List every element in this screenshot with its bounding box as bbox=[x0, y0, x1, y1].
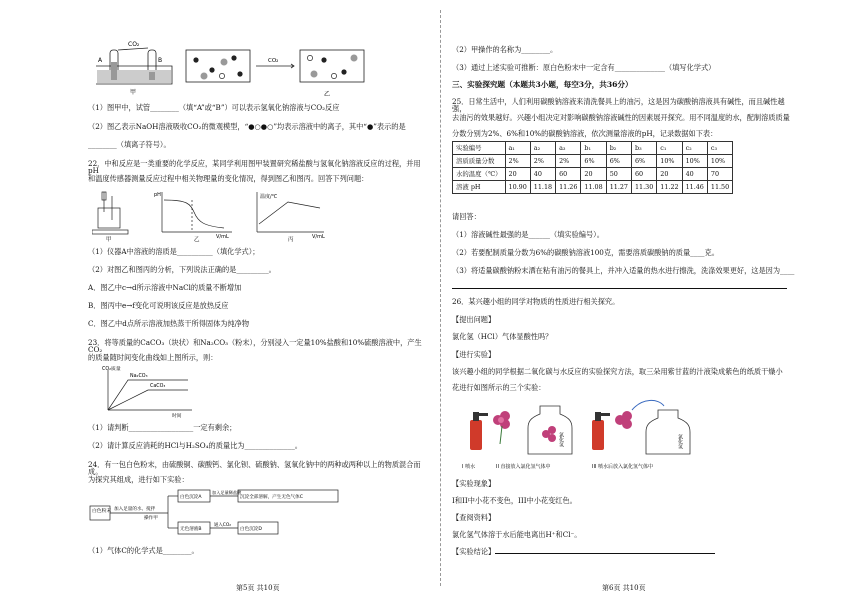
question-22-line2: 和温度传感器测量反应过程中相关物理量的变化情况，得到图乙和图丙。回答下列问题： bbox=[88, 174, 369, 183]
table-cell: 6% bbox=[606, 155, 631, 168]
table-cell: 70 bbox=[707, 168, 732, 181]
option-c: C．图乙中d点所示溶液加热蒸干所得固体为纯净物 bbox=[88, 319, 250, 328]
right-page bbox=[452, 0, 797, 608]
question-24-line2: 为探究其组成，进行如下实验： bbox=[88, 475, 189, 484]
answer-line-25-3 bbox=[452, 288, 787, 289]
please-answer: 请回答： bbox=[452, 212, 481, 221]
fig22-x-label-bing: V/mL bbox=[312, 234, 325, 240]
fig22-temp-label: 温度/℃ bbox=[260, 194, 278, 200]
tiwen-heading: 【提出问题】 bbox=[452, 315, 496, 324]
question-22-2: （2）对图乙和图丙的分析，下列说法正确的是_________。 bbox=[88, 265, 276, 274]
question-24-2: （2）甲操作的名称为________。 bbox=[452, 45, 558, 54]
question-21-part1: （1）图甲中，试管________（填“A”或“B”）可以表示氢氧化钠溶液与CO₂反应 bbox=[88, 103, 340, 112]
table-cell: b₂ bbox=[606, 142, 631, 155]
table-cell: 20 bbox=[505, 168, 530, 181]
flow-op-label: 操作甲 bbox=[144, 516, 158, 521]
table-cell: 11.27 bbox=[606, 181, 631, 194]
question-23-line1: 23．将等质量的CaCO₃（块状）和Na₂CO₃（粉末），分别浸入一定量10%盐酸和10%硫酸溶液中，产生CO₂ bbox=[88, 338, 422, 355]
option-b: B．图丙中e→f变化可说明该反应是放热反应 bbox=[88, 301, 229, 310]
experiment-line2: 花进行如图所示的三个实验： bbox=[452, 383, 546, 392]
fig23-series-1: Na₂CO₃ bbox=[130, 374, 148, 379]
arrow-co2-label: CO₂ bbox=[268, 58, 279, 64]
question-24-3: （3）通过上述实验可推断：原白色粉末中一定含有______________（填写化学式） bbox=[452, 63, 716, 72]
question-23-line2: 的质量随时间变化曲线如上图所示，则： bbox=[88, 353, 218, 362]
table-cell: 10% bbox=[682, 155, 707, 168]
flow-box-b-label: 无色溶液B bbox=[180, 527, 202, 532]
reference-info: 氯化氢气体溶于水后能电离出H⁺和Cl⁻。 bbox=[452, 530, 582, 539]
table-cell: 40 bbox=[530, 168, 555, 181]
table-cell: 11.46 bbox=[682, 181, 707, 194]
question-24-line1: 24．有一包白色粉末，由硫酸铜、碳酸钙、氯化钡、硫酸钠、氢氧化钠中的两种或两种以上的物质混合而成。 bbox=[88, 460, 421, 477]
question-21-part2-blank: ________（填离子符号）。 bbox=[88, 140, 171, 149]
caption-2: II 直接放入氯化氢气体中 bbox=[496, 464, 551, 470]
jar-3-label: 氯化氢 bbox=[677, 434, 683, 449]
fig22-ph-label: pH bbox=[154, 192, 161, 198]
co2-label: CO₂ bbox=[128, 41, 140, 48]
table-cell: 60 bbox=[556, 168, 581, 181]
table-cell: 20 bbox=[657, 168, 682, 181]
experiment-line1: 该兴趣小组的同学根据二氧化碳与水反应的实验探究方法，取三朵用紫甘蓝的汁液染成紫色的纸质干燥小 bbox=[452, 367, 783, 376]
jar-2-label: 氯化氢 bbox=[558, 432, 564, 447]
table-row-header: 溶质质量分数 bbox=[453, 155, 506, 168]
table-cell: a₂ bbox=[530, 142, 555, 155]
flower-2 bbox=[542, 426, 556, 442]
question-25-3: （3）将适量碳酸钠粉末洒在粘有油污的餐具上，并冲入适量的热水进行擦洗，洗涤效果更好，这是因为____ bbox=[452, 266, 795, 275]
table-cell: a₁ bbox=[505, 142, 530, 155]
table-row-header: 实验编号 bbox=[453, 142, 506, 155]
table-cell: 11.08 bbox=[581, 181, 606, 194]
section-3-heading: 三、实验探究题（本题共3小题，每空3分，共36分） bbox=[452, 80, 633, 89]
phenomena-heading: 【实验现象】 bbox=[452, 479, 496, 488]
table-cell: 20 bbox=[581, 168, 606, 181]
tube-a-label: A bbox=[98, 57, 103, 64]
figure-26 bbox=[462, 396, 712, 474]
column-divider bbox=[440, 10, 441, 586]
table-cell: 2% bbox=[505, 155, 530, 168]
page-number-left: 第5页 共10页 bbox=[236, 584, 280, 592]
question-25-line3: 分数分别为2%、6%和10%的碳酸钠溶液，依次测量溶液的pH，记录数据如下表： bbox=[452, 129, 718, 138]
table-cell: 2% bbox=[556, 155, 581, 168]
ph-data-table bbox=[452, 141, 733, 194]
flow-res-a-label: 沉淀全部溶解，产生无色气体C bbox=[240, 495, 303, 500]
table-row bbox=[453, 168, 733, 181]
table-cell: 40 bbox=[682, 168, 707, 181]
fig22-yi-label: 乙 bbox=[194, 237, 200, 242]
figure-22 bbox=[92, 190, 342, 242]
test-tube-figure bbox=[96, 40, 176, 98]
table-row bbox=[453, 142, 733, 155]
question-25-line1: 25．日常生活中，人们利用碳酸钠溶液来清洗餐具上的油污，这是因为碳酸钠溶液具有碱性，而且碱性越强， bbox=[452, 97, 785, 114]
table-cell: 11.30 bbox=[631, 181, 656, 194]
table-cell: c₁ bbox=[657, 142, 682, 155]
table-cell: 2% bbox=[530, 155, 555, 168]
ion-icons: ●○●○ bbox=[248, 122, 274, 131]
table-cell: 11.26 bbox=[556, 181, 581, 194]
fig23-xlabel: 时间 bbox=[172, 414, 182, 418]
table-cell: 10% bbox=[657, 155, 682, 168]
experiment-heading: 【进行实验】 bbox=[452, 350, 496, 359]
conclusion-answer-line bbox=[495, 553, 715, 554]
fig23-series-2: CaCO₃ bbox=[150, 384, 166, 389]
question-23-1: （1）请判断__________________一定有剩余； bbox=[88, 423, 237, 432]
question-25-line2: 去油污的效果越好。兴趣小组决定对影响碳酸钠溶液碱性的因素展开探究。用不同温度的水，配制溶质质量 bbox=[452, 113, 790, 122]
flowchart bbox=[88, 488, 348, 540]
table-cell: c₂ bbox=[682, 142, 707, 155]
conclusion-heading: 【实验结论】 bbox=[452, 548, 797, 555]
question-25-1: （1）溶液碱性最强的是______（填实验编号）。 bbox=[452, 230, 604, 239]
table-cell: a₃ bbox=[556, 142, 581, 155]
table-row bbox=[453, 155, 733, 168]
flower-3 bbox=[615, 411, 632, 429]
flow-start-label: 白色粉末 bbox=[92, 509, 112, 514]
table-cell: 11.22 bbox=[657, 181, 682, 194]
figure-23 bbox=[102, 366, 198, 418]
observation: I和II中小花不变色，III中小花变红色。 bbox=[452, 496, 577, 505]
table-cell: 11.50 bbox=[707, 181, 732, 194]
fig22-x-label-yi: V/mL bbox=[216, 234, 229, 240]
flow-step1-label: 加入足量的水、搅拌 bbox=[114, 507, 156, 512]
jar-3 bbox=[646, 410, 690, 454]
table-cell: 11.18 bbox=[530, 181, 555, 194]
fig22-jia-label: 甲 bbox=[106, 237, 112, 242]
flow-box-a-label: 白色沉淀A bbox=[180, 495, 202, 500]
ion-icon-black: ● bbox=[366, 122, 374, 131]
flow-step-b-label: 通入CO₂ bbox=[214, 523, 232, 528]
flow-step-a-label: 加入足量稀盐酸 bbox=[212, 490, 242, 495]
question-21-part2: （2）图乙表示NaOH溶液吸收CO₂的微观模型，“●○●○”均表示溶液中的离子，其中“●”表示的是 bbox=[88, 122, 406, 131]
table-row bbox=[453, 181, 733, 194]
caption-3: III 喷水后放入氯化氢气体中 bbox=[592, 464, 654, 470]
question-26-line1: 26．某兴趣小组的同学对物质的性质进行相关探究。 bbox=[452, 297, 620, 306]
flower-1 bbox=[493, 411, 510, 444]
table-cell: 10.90 bbox=[505, 181, 530, 194]
table-row-header: 溶液 pH bbox=[453, 181, 506, 194]
spray-bottle-1 bbox=[470, 412, 488, 450]
fig23-ylabel: CO₂质量 bbox=[102, 367, 121, 372]
fig-yi-label: 乙 bbox=[324, 91, 331, 98]
caption-1: I 喷水 bbox=[462, 464, 476, 470]
table-cell: 60 bbox=[631, 168, 656, 181]
question-23-2: （2）请计算反应消耗的HCl与H₂SO₄的质量比为______________。 bbox=[88, 441, 302, 450]
reference-heading: 【查阅资料】 bbox=[452, 513, 496, 522]
question-22-line1: 22．中和反应是一类重要的化学反应，某同学利用图甲装置研究稀盐酸与氢氧化钠溶液反应的过程，并用pH bbox=[88, 159, 421, 176]
table-cell: b₃ bbox=[631, 142, 656, 155]
left-page bbox=[88, 0, 428, 608]
table-cell: c₃ bbox=[707, 142, 732, 155]
table-cell: 50 bbox=[606, 168, 631, 181]
table-cell: 6% bbox=[581, 155, 606, 168]
ion-model-figure bbox=[184, 48, 404, 100]
table-cell: 6% bbox=[631, 155, 656, 168]
question-25-2: （2）若要配制质量分数为6%的碳酸钠溶液100克，需要溶质碳酸钠的质量____克。 bbox=[452, 248, 719, 257]
question-24-1: （1）气体C的化学式是________。 bbox=[88, 546, 199, 555]
transfer-arrow-icon bbox=[632, 400, 664, 410]
option-a: A．图乙中c→d所示溶液中NaCl的质量不断增加 bbox=[88, 283, 242, 292]
tube-b-label: B bbox=[158, 57, 163, 64]
research-question: 氯化氢（HCl）气体显酸性吗？ bbox=[452, 332, 553, 341]
fig22-bing-label: 丙 bbox=[288, 237, 294, 242]
table-cell: 10% bbox=[707, 155, 732, 168]
table-cell: b₁ bbox=[581, 142, 606, 155]
spray-bottle-3 bbox=[592, 412, 610, 450]
fig-jia-label: 甲 bbox=[130, 89, 137, 96]
table-row-header: 水的温度（℃） bbox=[453, 168, 506, 181]
page-number-right: 第6页 共10页 bbox=[602, 584, 646, 592]
question-22-1: （1）仪器A中溶液的溶质是__________（填化学式）； bbox=[88, 247, 260, 256]
flow-res-b-label: 白色沉淀D bbox=[240, 527, 262, 532]
